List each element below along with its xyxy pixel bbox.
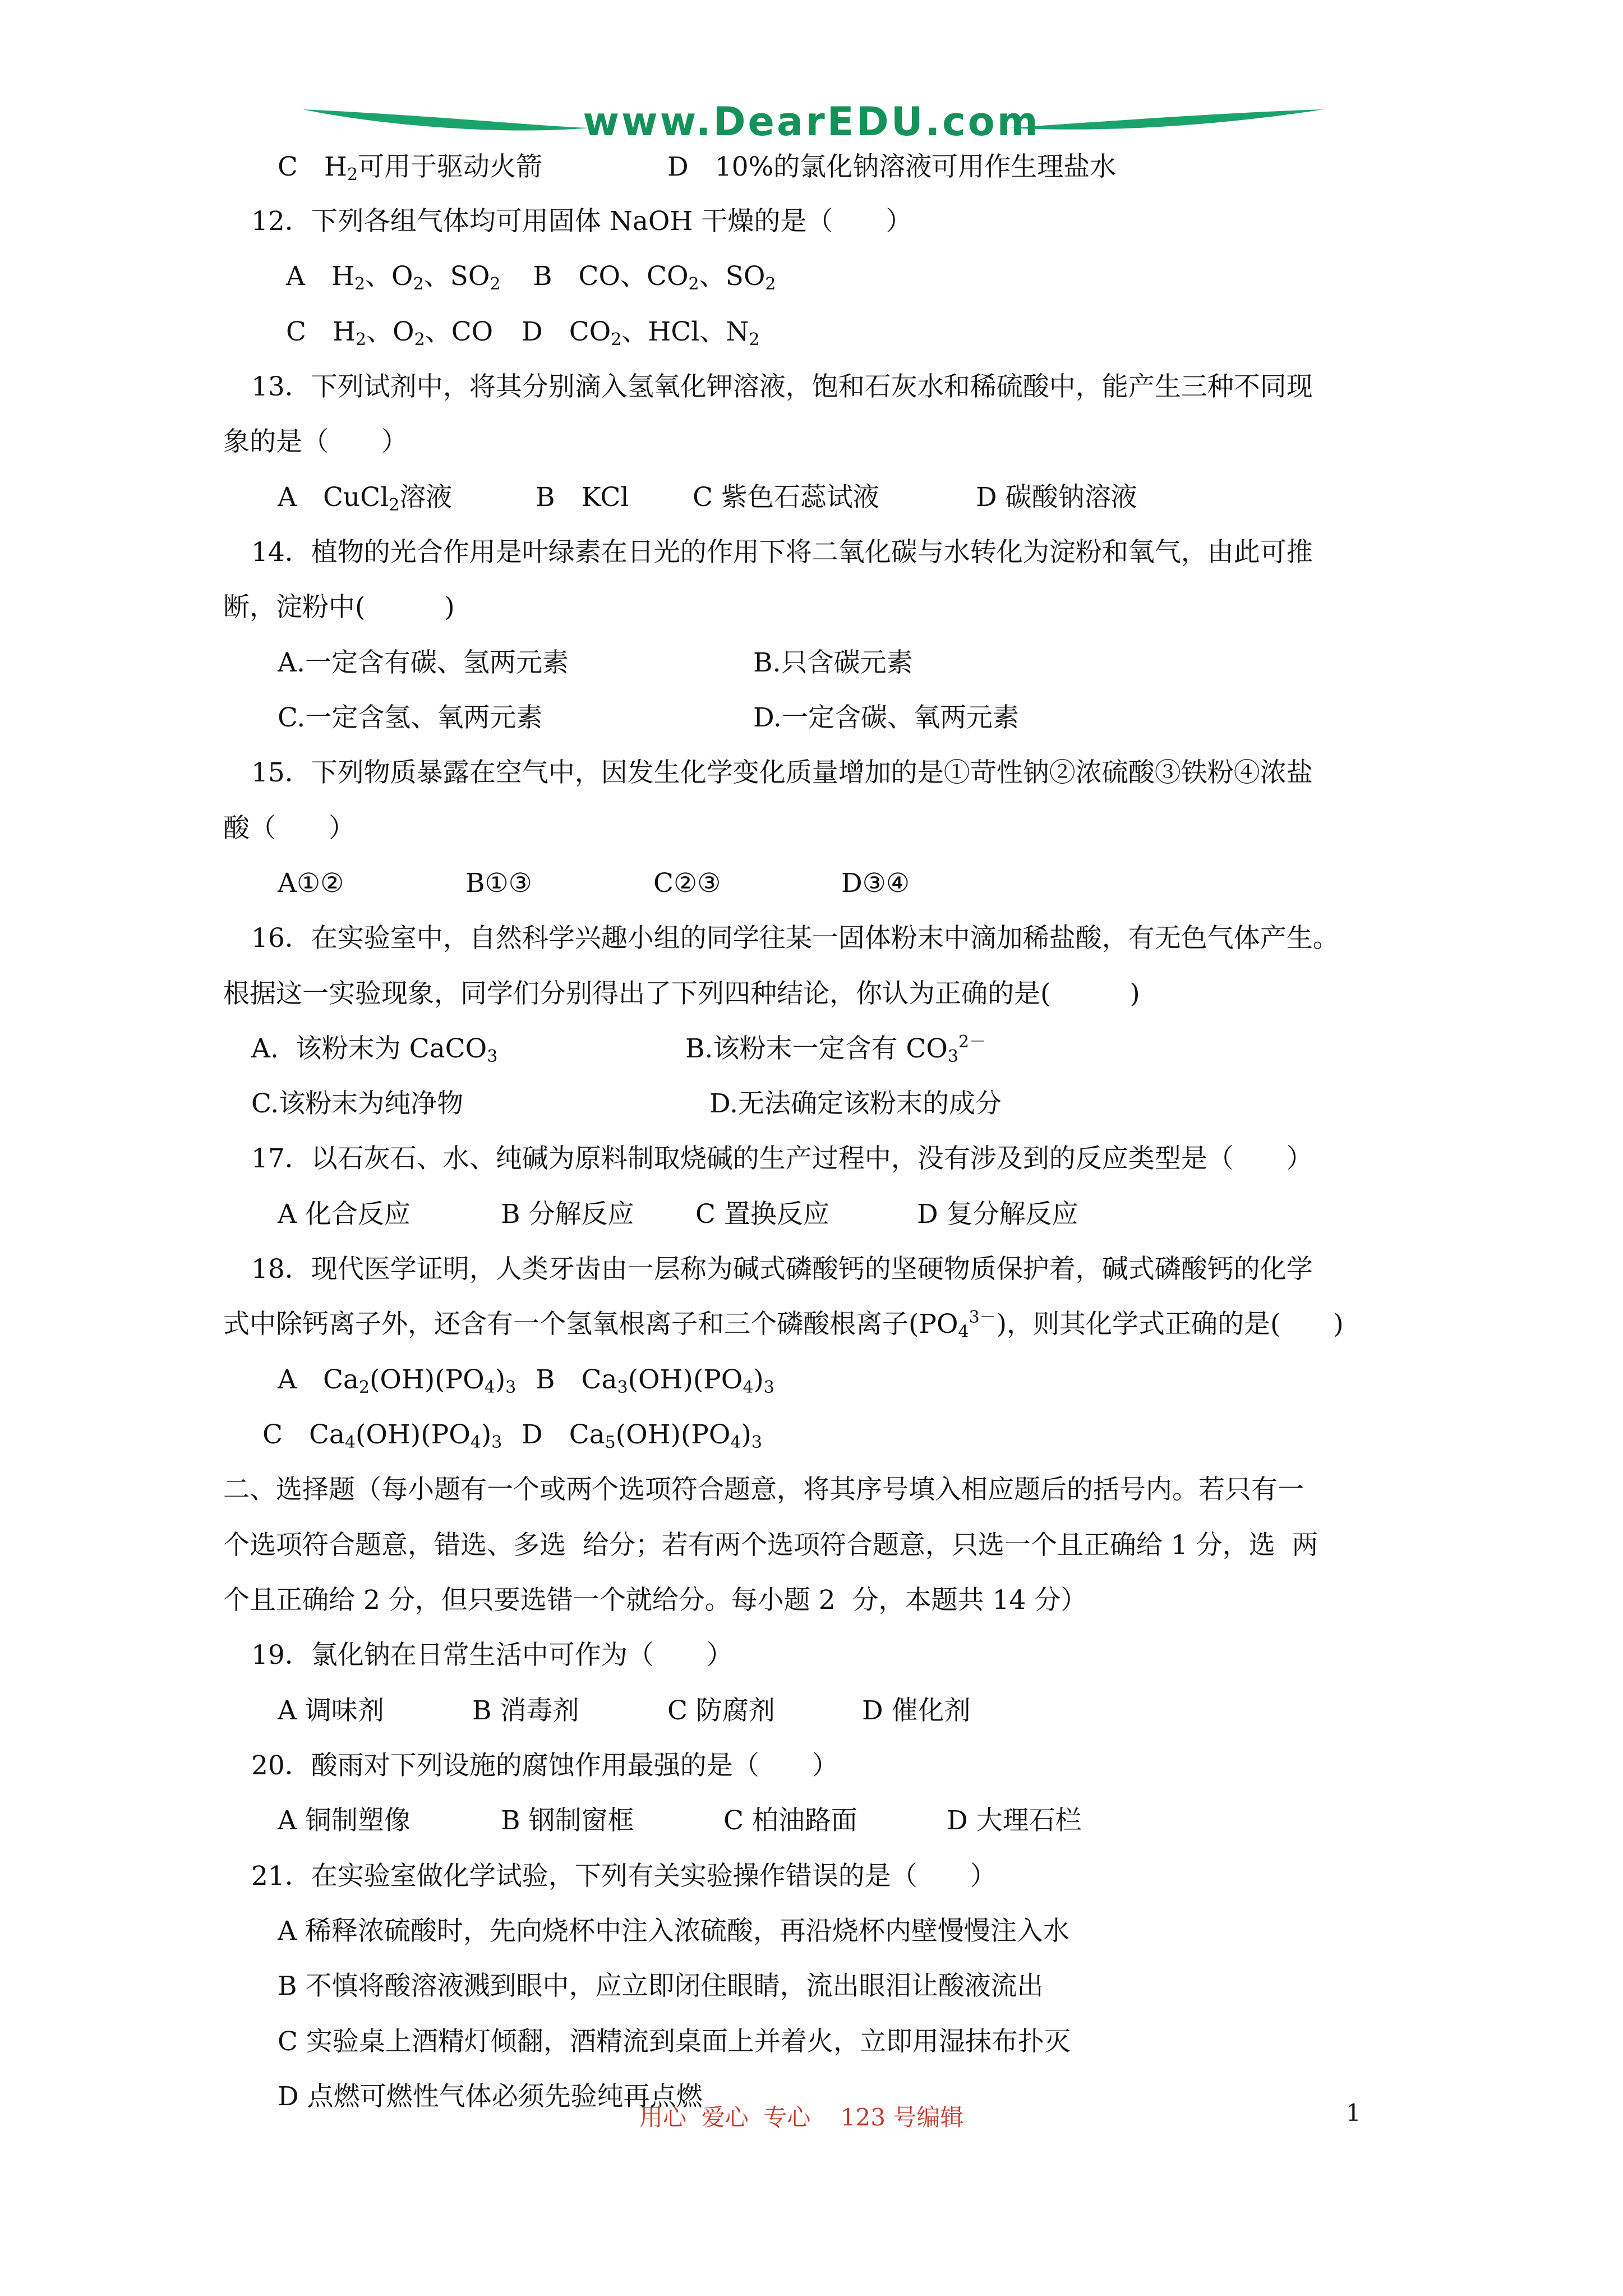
q20-option-a: A 铜制塑像 bbox=[278, 1805, 411, 1836]
q13-stem-line2: 象的是（ ） bbox=[223, 426, 408, 457]
q16-option-a: A. 该粉末为 CaCO$_3$ bbox=[251, 1033, 498, 1066]
q14-stem-line1: 14．植物的光合作用是叶绿素在日光的作用下将二氧化碳与水转化为淀粉和氧气，由此可推 bbox=[251, 537, 1313, 568]
q15-option-a: A①② bbox=[278, 868, 344, 899]
q13-stem-line1: 13．下列试剂中，将其分别滴入氢氧化钾溶液，饱和石灰水和稀硫酸中，能产生三种不同现 bbox=[251, 371, 1313, 402]
q12-option-c: C $H_2$、$O_2$、CO bbox=[286, 316, 494, 349]
q20-stem: 20．酸雨对下列设施的腐蚀作用最强的是（ ） bbox=[251, 1750, 838, 1781]
q12-option-a: A $H_2$、$O_2$、$SO_2$ bbox=[286, 261, 501, 294]
q12-stem: 12．下列各组气体均可用固体 NaOH 干燥的是（ ） bbox=[251, 206, 912, 237]
q21-option-b: B 不慎将酸溶液溅到眼中，应立即闭住眼睛，流出眼泪让酸液流出 bbox=[278, 1971, 1044, 2001]
q18-option-b: B $Ca_3(OH)(PO_4)_3$ bbox=[536, 1364, 774, 1397]
q14-option-d: D.一定含碳、氧两元素 bbox=[753, 702, 1019, 733]
q21-option-c: C 实验桌上酒精灯倾翻，酒精流到桌面上并着火，立即用湿抹布扑灭 bbox=[278, 2026, 1071, 2057]
site-logo-text: www.DearEDU.com bbox=[583, 99, 1040, 145]
q18-option-c: C $Ca_4(OH)(PO_4)_3$ bbox=[262, 1419, 502, 1452]
q16-stem-line2: 根据这一实验现象，同学们分别得出了下列四种结论，你认为正确的是( ) bbox=[223, 978, 1140, 1009]
q16-option-b: B.该粉末一定含有 $CO_3^{2-}$ bbox=[685, 1032, 986, 1066]
q20-option-b: B 钢制窗框 bbox=[501, 1805, 634, 1836]
q19-option-b: B 消毒剂 bbox=[472, 1695, 579, 1726]
q21-option-a: A 稀释浓硫酸时，先向烧杯中注入浓硫酸，再沿烧杯内壁慢慢注入水 bbox=[278, 1916, 1069, 1947]
q16-option-d: D.无法确定该粉末的成分 bbox=[709, 1088, 1002, 1119]
q17-option-c: C 置换反应 bbox=[695, 1199, 829, 1230]
q13-option-a: A CuCl$_2$溶液 bbox=[278, 482, 453, 515]
q11-option-c: C $H_2$可用于驱动火箭 bbox=[278, 151, 543, 185]
q21-stem: 21．在实验室做化学试验，下列有关实验操作错误的是（ ） bbox=[251, 1861, 997, 1892]
q21-option-d: D 点燃可燃性气体必须先验纯再点燃 bbox=[278, 2081, 703, 2112]
q18-stem-line2: 式中除钙离子外，还含有一个氢氧根离子和三个磷酸根离子$(PO_4^{3-})$，则其化学式正确的是( ) bbox=[223, 1308, 1344, 1342]
section2-heading-line1: 二、选择题（每小题有一个或两个选项符合题意，将其序号填入相应题后的括号内。若只有一 bbox=[223, 1474, 1304, 1505]
q12-option-b: B CO、$CO_2$、$SO_2$ bbox=[533, 261, 776, 294]
q15-stem-line1: 15．下列物质暴露在空气中，因发生化学变化质量增加的是①苛性钠②浓硫酸③铁粉④浓盐 bbox=[251, 757, 1313, 788]
q19-stem: 19．氯化钠在日常生活中可作为（ ） bbox=[251, 1640, 733, 1671]
q15-option-c: C②③ bbox=[653, 868, 721, 899]
q19-option-c: C 防腐剂 bbox=[667, 1695, 775, 1726]
q19-option-a: A 调味剂 bbox=[278, 1695, 384, 1726]
q13-option-c: C 紫色石蕊试液 bbox=[693, 482, 879, 513]
q18-option-d: D $Ca_5(OH)(PO_4)_3$ bbox=[522, 1419, 762, 1452]
q15-stem-line2: 酸（ ） bbox=[223, 813, 355, 844]
section2-heading-line3: 个且正确给 2 分，但只要选错一个就给分。每小题 2 分，本题共 14 分） bbox=[223, 1585, 1087, 1616]
q20-option-c: C 柏油路面 bbox=[723, 1805, 857, 1836]
q14-stem-line2: 断，淀粉中( ) bbox=[223, 592, 455, 623]
q14-option-a: A.一定含有碳、氢两元素 bbox=[278, 647, 569, 678]
q17-stem: 17．以石灰石、水、纯碱为原料制取烧碱的生产过程中，没有涉及到的反应类型是（ ） bbox=[251, 1143, 1313, 1174]
q19-option-d: D 催化剂 bbox=[862, 1695, 971, 1726]
q12-option-d: D $CO_2$、HCl、$N_2$ bbox=[522, 316, 760, 349]
q15-option-d: D③④ bbox=[841, 868, 910, 899]
section2-heading-line2: 个选项符合题意，错选、多选 给分；若有两个选项符合题意，只选一个且正确给 1 分，选 两 bbox=[223, 1530, 1318, 1561]
q14-option-b: B.只含碳元素 bbox=[753, 647, 913, 678]
page-number: 1 bbox=[1346, 2099, 1361, 2127]
q11-option-d: D 10%的氯化钠溶液可用作生理盐水 bbox=[667, 151, 1117, 182]
q14-option-c: C.一定含氢、氧两元素 bbox=[278, 702, 543, 733]
q13-option-d: D 碳酸钠溶液 bbox=[976, 482, 1137, 513]
q13-option-b: B KCl bbox=[536, 482, 629, 513]
q17-option-b: B 分解反应 bbox=[501, 1199, 634, 1230]
q17-option-a: A 化合反应 bbox=[278, 1199, 411, 1230]
q18-option-a: A $Ca_2(OH)(PO_4)_3$ bbox=[278, 1364, 517, 1397]
q16-option-c: C.该粉末为纯净物 bbox=[251, 1088, 464, 1119]
q18-stem-line1: 18．现代医学证明，人类牙齿由一层称为碱式磷酸钙的坚硬物质保护着，碱式磷酸钙的化学 bbox=[251, 1254, 1313, 1285]
q15-option-b: B①③ bbox=[465, 868, 532, 899]
q16-stem-line1: 16．在实验室中，自然科学兴趣小组的同学往某一固体粉末中滴加稀盐酸，有无色气体产生。 bbox=[251, 923, 1339, 954]
q17-option-d: D 复分解反应 bbox=[917, 1199, 1078, 1230]
q20-option-d: D 大理石栏 bbox=[947, 1805, 1082, 1836]
footer-editor-note: 用心 爱心 专心 123 号编辑 bbox=[639, 2104, 964, 2131]
